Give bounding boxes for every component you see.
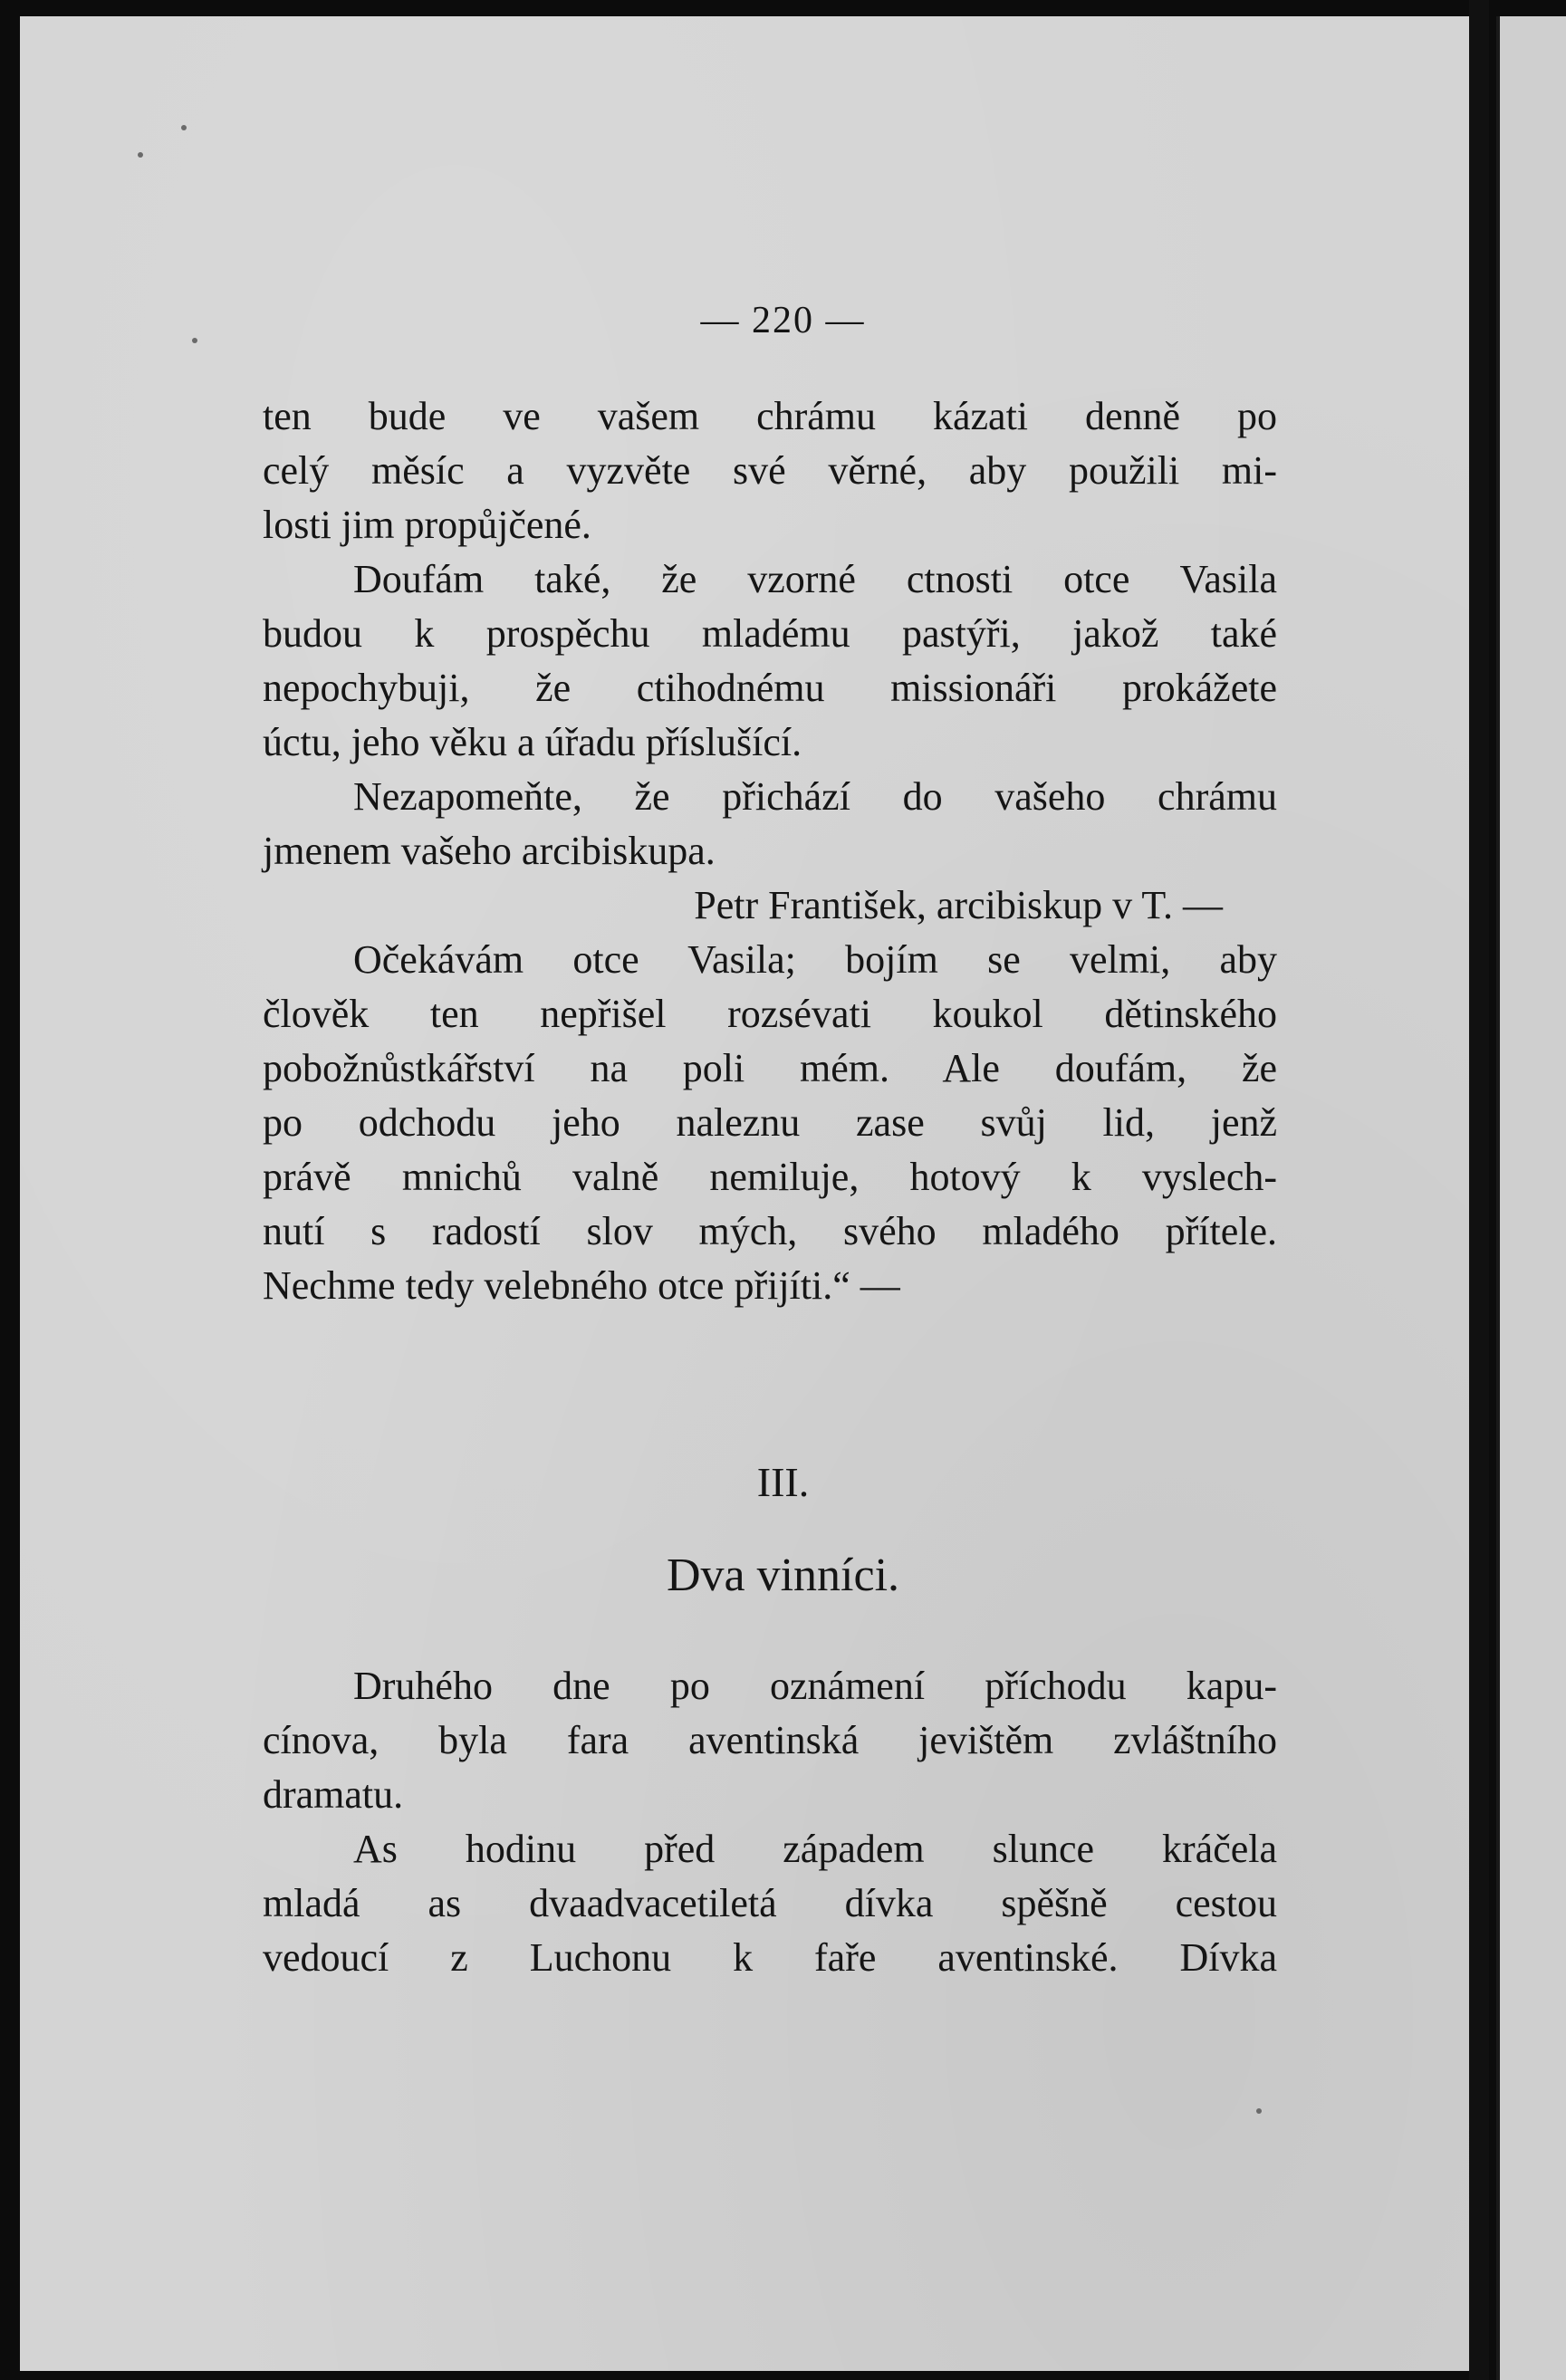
text-line: losti jim propůjčené.: [263, 503, 591, 547]
text-line: právě mnichů valně nemiluje, hotový k vyslech-: [263, 1155, 1277, 1199]
text-line: budou k prospěchu mladému pastýři, jakož také: [263, 611, 1277, 656]
text-line: pobožnůstkářství na poli mém. Ale doufám, že: [263, 1046, 1277, 1090]
text-line: Druhého dne po oznámení příchodu kapu-: [353, 1664, 1277, 1708]
paper-speck: [138, 152, 143, 158]
text-line: jmenem vašeho arcibiskupa.: [263, 829, 716, 873]
text-line: Doufám také, že vzorné ctnosti otce Vasila: [353, 557, 1277, 601]
text-line: Očekávám otce Vasila; bojím se velmi, aby: [353, 937, 1277, 982]
text-line: Nechme tedy velebného otce přijíti.“ —: [263, 1263, 900, 1308]
text-line: ten bude ve vašem chrámu kázati denně po: [263, 394, 1277, 438]
body-text-upper: [263, 389, 1277, 1313]
chapter-numeral: III.: [756, 1459, 810, 1505]
text-line: úctu, jeho věku a úřadu příslušící.: [263, 720, 802, 764]
text-line: cínova, byla fara aventinská jevištěm zvláštního: [263, 1718, 1277, 1762]
body-text-lower: [263, 1659, 1277, 1985]
letter-signature: Petr František, arcibiskup v T. —: [694, 883, 1223, 927]
text-line: nutí s radostí slov mých, svého mladého přítele.: [263, 1209, 1277, 1253]
text-line: vedoucí z Luchonu k faře aventinské. Dívka: [263, 1935, 1277, 1980]
chapter-title: Dva vinníci.: [666, 1550, 900, 1601]
text-line: mladá as dvaadvacetiletá dívka spěšně cestou: [263, 1881, 1277, 1925]
text-line: nepochybuji, že ctihodnému missionáři prokážete: [263, 666, 1277, 710]
paper-speck: [1256, 2108, 1262, 2114]
facing-page-edge: [1496, 16, 1566, 2380]
text-line: člověk ten nepřišel rozsévati koukol dětinského: [263, 992, 1277, 1036]
text-line: dramatu.: [263, 1772, 404, 1817]
paper-speck: [181, 125, 187, 130]
text-line: celý měsíc a vyzvěte své věrné, aby použili mi-: [263, 448, 1277, 493]
page-number: — 220 —: [700, 300, 866, 341]
text-line: As hodinu před západem slunce kráčela: [353, 1827, 1277, 1871]
text-line: po odchodu jeho naleznu zase svůj lid, jenž: [263, 1100, 1277, 1145]
text-line: Nezapomeňte, že přichází do vašeho chrámu: [353, 774, 1277, 819]
page-gutter: [1469, 0, 1489, 2380]
